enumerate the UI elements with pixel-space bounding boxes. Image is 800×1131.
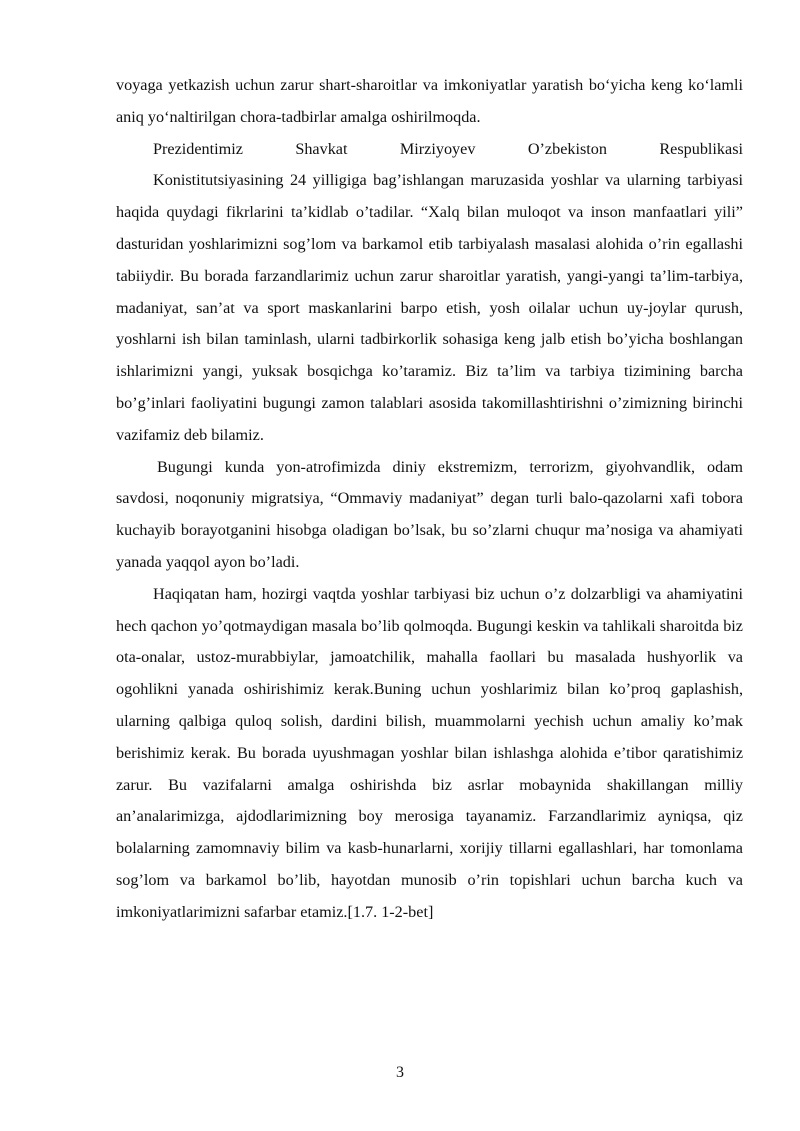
paragraph-youth-upbringing: Haqiqatan ham, hozirgi vaqtda yoshlar tarbiyasi biz uchun o’z dolzarbligi va ahamiyatini hech qachon yo’qotmaydigan masala bo’lib qolmoqda. Bugungi keskin va tahlikali sharoitda biz ota-onalar, ustoz-murabbiylar, jamoatchilik, mahalla faollari bu masalada hushyorlik va ogohlikni yanada oshirishimiz kerak.Buning uchun yoshlarimiz bilan ko’proq gaplashish, ularning qalbiga quloq solish, dardini bilish, muammolarni yechish uchun amaliy ko’mak berishimiz kerak. Bu borada uyushmagan yoshlar bilan ishlashga alohida e’tibor qaratishimiz zarur. Bu vazifalarni amalga oshirishda biz asrlar mobaynida shakillangan milliy an’analarimizga, ajdodlarimizning boy merosiga tayanamiz. Farzandlarimiz ayniqsa, qiz bolalarning zamomnaviy bilim va kasb-hunarlarni, xorijiy tillarni egallashlari, har tomonlama sog’lom va barkamol bo’lib, hayotdan munosib o’rin topishlari uchun barcha kuch va imkoniyatlarimizni safarbar etamiz.[1.7. 1-2-bet]: [116, 584, 743, 921]
body-text: [116, 70, 743, 929]
paragraph-threats: Bugungi kunda yon-atrofimizda diniy ekstremizm, terrorizm, giyohvandlik, odam savdosi, noqonuniy migratsiya, “Ommaviy madaniyat” degan turli balo-qazolarni xafi tobora kuchayib borayotganini hisobga oladigan bo’lsak, bu so’zlarni chuqur ma’nosiga va ahamiyati yanada yaqqol ayon bo’ladi.: [116, 457, 743, 571]
paragraph-continuation: voyaga yetkazish uchun zarur shart-sharoitlar va imkoniyatlar yaratish bo‘yicha keng ko‘lamli aniq yo‘naltirilgan chora-tadbirlar amalga oshirilmoqda.: [116, 76, 743, 126]
page-number: 3: [396, 1064, 404, 1081]
paragraph-intro-line: Prezidentimiz Shavkat Mirziyoyev O’zbekiston Respublikasi: [153, 139, 743, 158]
paragraph-constitution-speech: Konistitutsiyasining 24 yilligiga bag’ishlangan maruzasida yoshlar va ularning tarbiyasi haqida quydagi fikrlarini ta’kidlab o’tadilar. “Xalq bilan muloqot va inson manfaatlari yili” dasturidan yoshlarimizni sog’lom va barkamol etib tarbiyalash masalasi alohida o’rin egallashi tabiiydir. Bu borada farzandlarimiz uchun zarur sharoitlar yaratish, yangi-yangi ta’lim-tarbiya, madaniyat, san’at va sport maskanlarini barpo etish, yosh oilalar uchun uy-joylar qurush, yoshlarni ish bilan taminlash, ularni tadbirkorlik sohasiga keng jalb etish bo’yicha boshlangan ishlarimizni yangi, yuksak bosqichga ko’taramiz. Biz ta’lim va tarbiya tizimining barcha bo’g’inlari faoliyatini bugungi zamon talablari asosida takomillashtirishni o’zimizning birinchi vazifamiz deb bilamiz.: [116, 171, 743, 444]
